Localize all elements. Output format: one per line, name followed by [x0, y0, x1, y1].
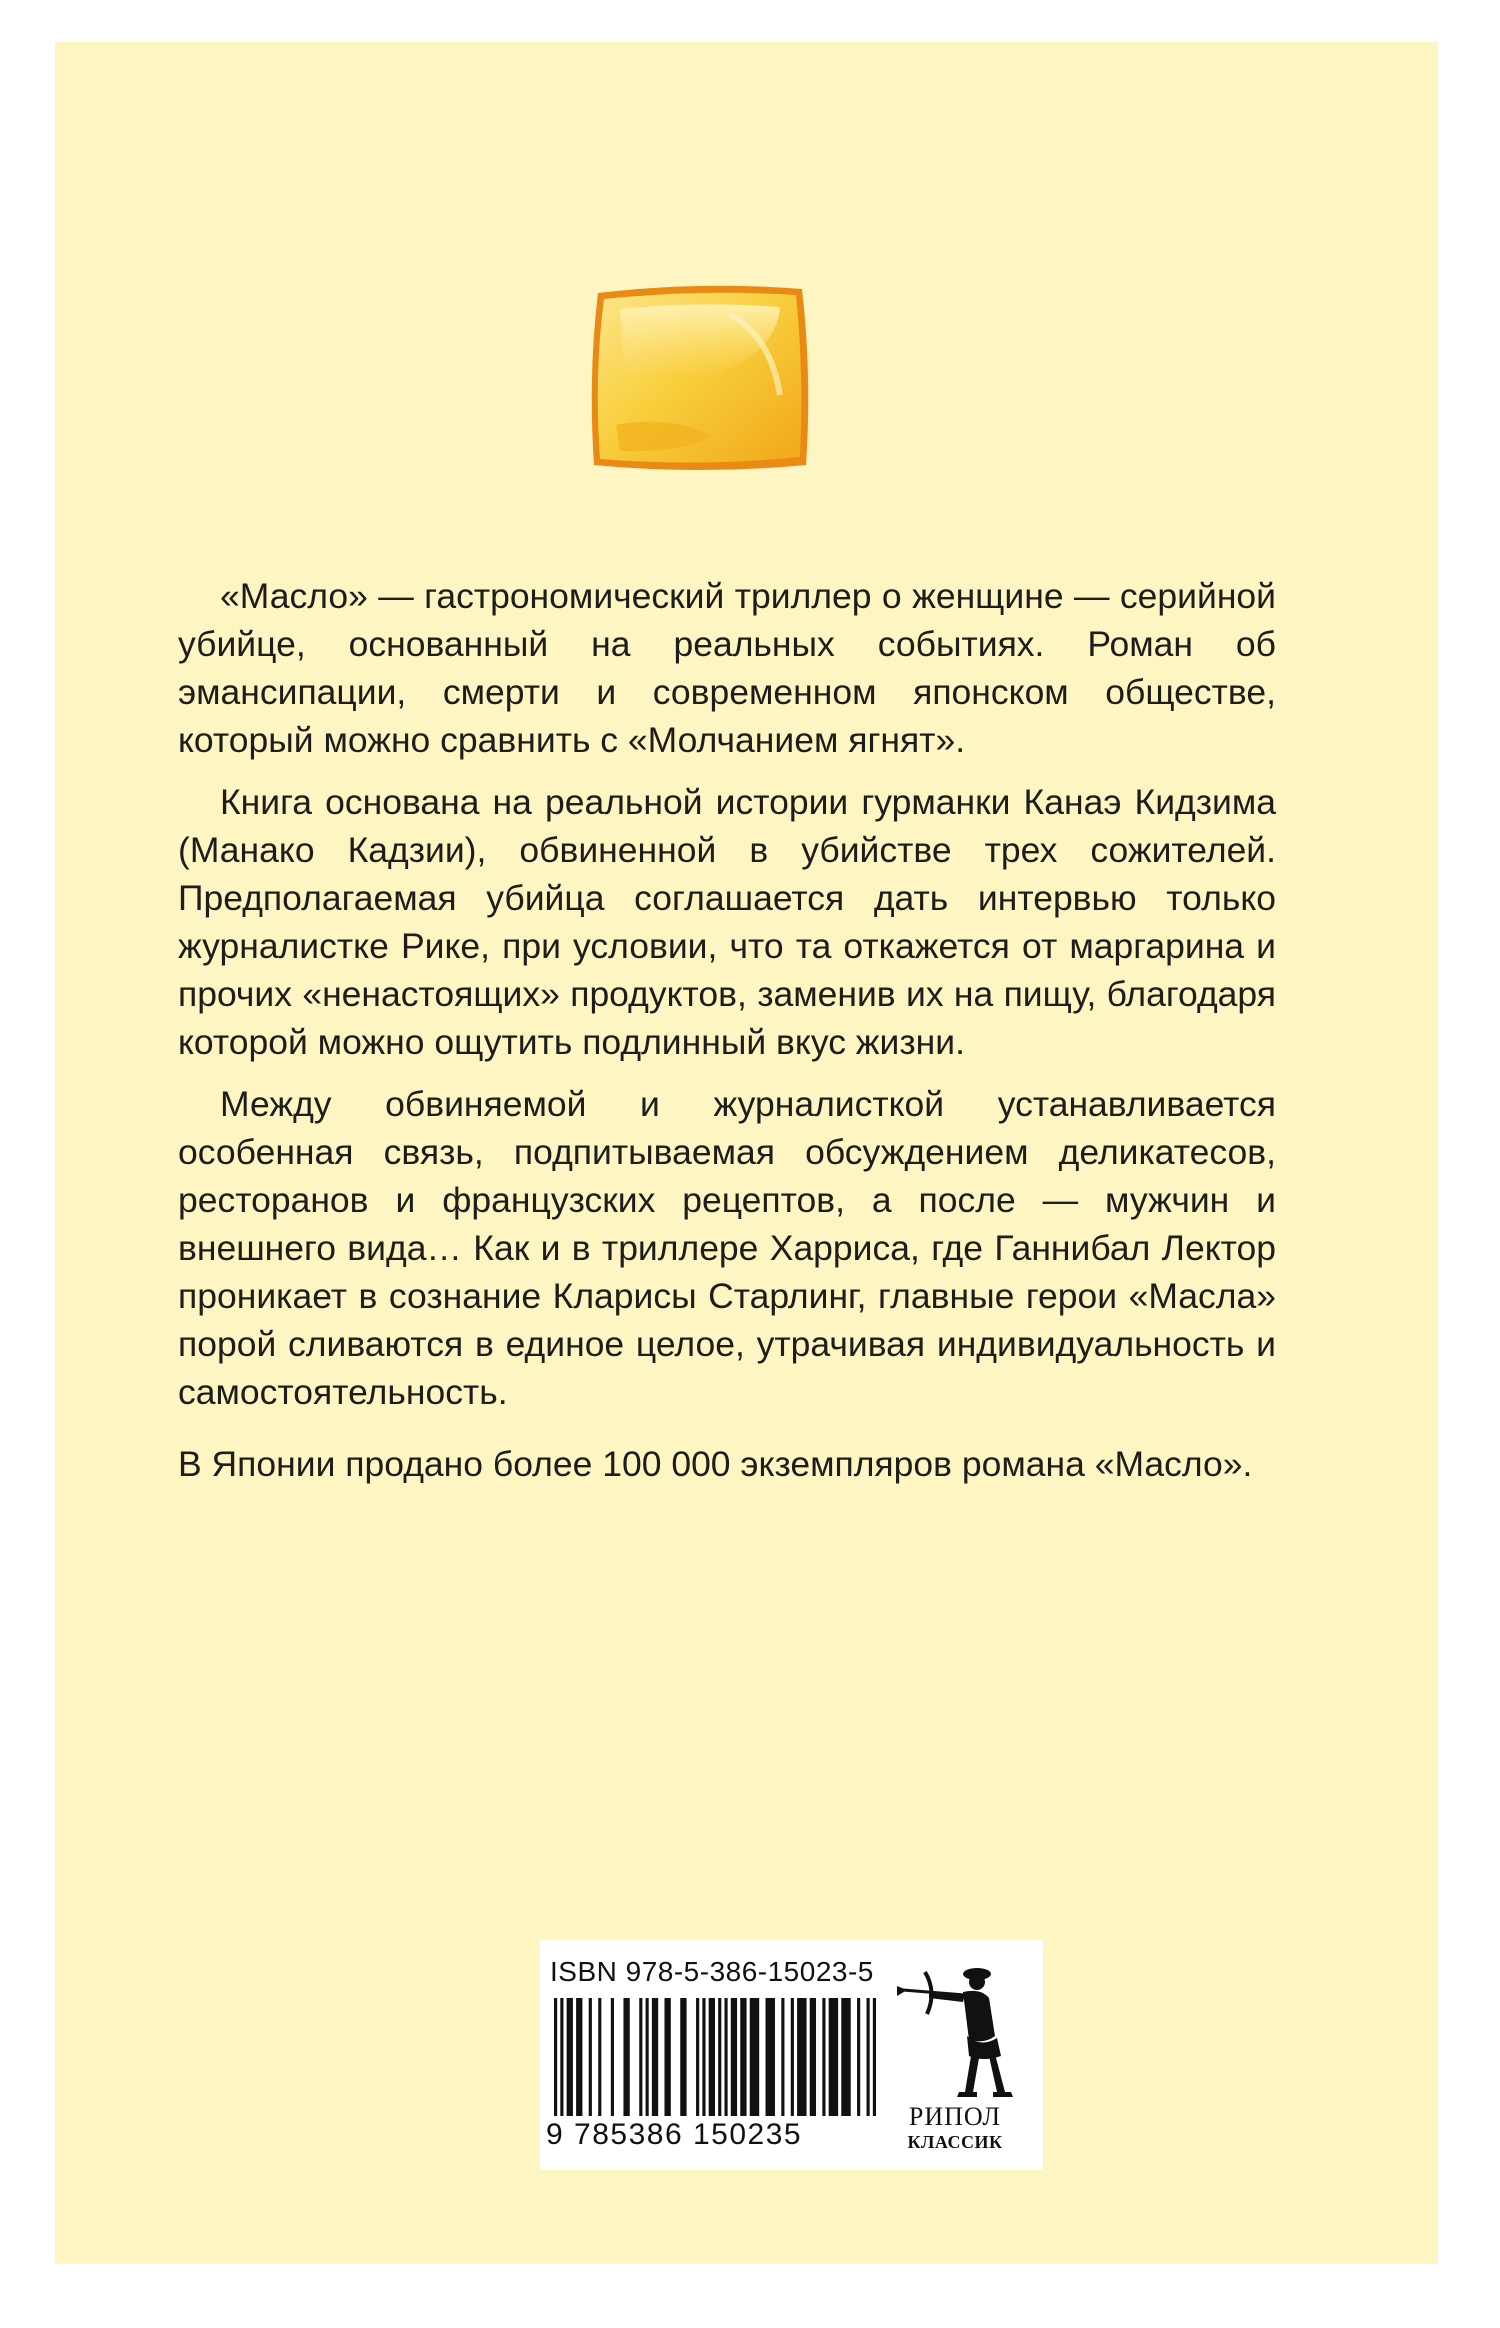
barcode-bar	[598, 1998, 601, 2116]
barcode-bar	[702, 1998, 705, 2116]
barcode-bars	[550, 1998, 880, 2116]
barcode-bar	[652, 1998, 658, 2116]
ean-digits: 9 785386 150235	[546, 2118, 803, 2151]
barcode-bar	[718, 1998, 721, 2116]
publisher-name: РИПОЛ	[908, 2102, 1002, 2131]
barcode-bar	[589, 1998, 592, 2116]
barcode-bar	[766, 1998, 775, 2116]
barcode-bar	[646, 1998, 649, 2116]
barcode-bar	[857, 1998, 860, 2116]
barcode-bar	[797, 1998, 806, 2116]
barcode-bar	[680, 1998, 686, 2116]
description-paragraph: Между обвиняемой и журналисткой устанавливается особенная связь, подпитываемая обсуждением деликатесов, ресторанов и французских рецептов, а после — мужчин и внешнего вида… Как и в триллере Харриса, где Ганнибал Лектор проникает в сознание Клариcы Старлинг, главные герои «Масла» порой сливаются в единое целое, утрачивая индивидуальность и самостоятельность.	[178, 1084, 1276, 1412]
barcode-bar	[791, 1998, 794, 2116]
barcode-bar	[623, 1998, 629, 2116]
barcode-bar	[731, 1998, 737, 2116]
barcode-bar	[560, 1998, 563, 2116]
barcode-bar	[639, 1998, 642, 2116]
publisher-subtitle: КЛАССИК	[907, 2132, 1003, 2152]
sales-note: В Японии продано более 100 000 экземпляров романа «Масло».	[178, 1444, 1253, 1484]
barcode-bar	[822, 1998, 825, 2116]
archer-silhouette-logo	[885, 1952, 1025, 2102]
barcode-bar	[750, 1998, 759, 2116]
barcode-bar	[781, 1998, 784, 2116]
barcode-bar	[724, 1998, 727, 2116]
description-paragraph: «Масло» — гастрономический триллер о женщине — серийной убийце, основанный на реальных событиях. Роман об эмансипации, смерти и современном японском обществе, который можно сравнить с «Молчанием ягнят».	[178, 576, 1276, 760]
barcode-bar	[810, 1998, 816, 2116]
barcode-bar	[841, 1998, 850, 2116]
barcode-bar	[709, 1998, 715, 2116]
book-description	[178, 572, 1276, 1430]
barcode-bar	[867, 1998, 870, 2116]
barcode-bar	[576, 1998, 582, 2116]
butter-block-illustration	[580, 275, 820, 480]
isbn-label: ISBN 978-5-386-15023-5	[550, 1956, 874, 1987]
description-paragraph: Книга основана на реальной истории гурманки Канаэ Кидзима (Манако Кадзии), обвиненной в убийстве трех сожителей. Предполагаемая убийца соглашается дать интервью только журналистке Рике, при условии, что та откажется от маргарина и прочих «ненастоящих» продуктов, заменив их на пищу, благодаря которой можно ощутить подлинный вкус жизни.	[178, 782, 1276, 1062]
barcode-bar	[873, 1998, 876, 2116]
barcode-bar	[664, 1998, 670, 2116]
barcode-bar	[829, 1998, 838, 2116]
barcode-bar	[740, 1998, 746, 2116]
barcode-bar	[611, 1998, 614, 2116]
barcode-bar	[554, 1998, 557, 2116]
barcode-bar	[567, 1998, 573, 2116]
barcode-bar	[696, 1998, 699, 2116]
